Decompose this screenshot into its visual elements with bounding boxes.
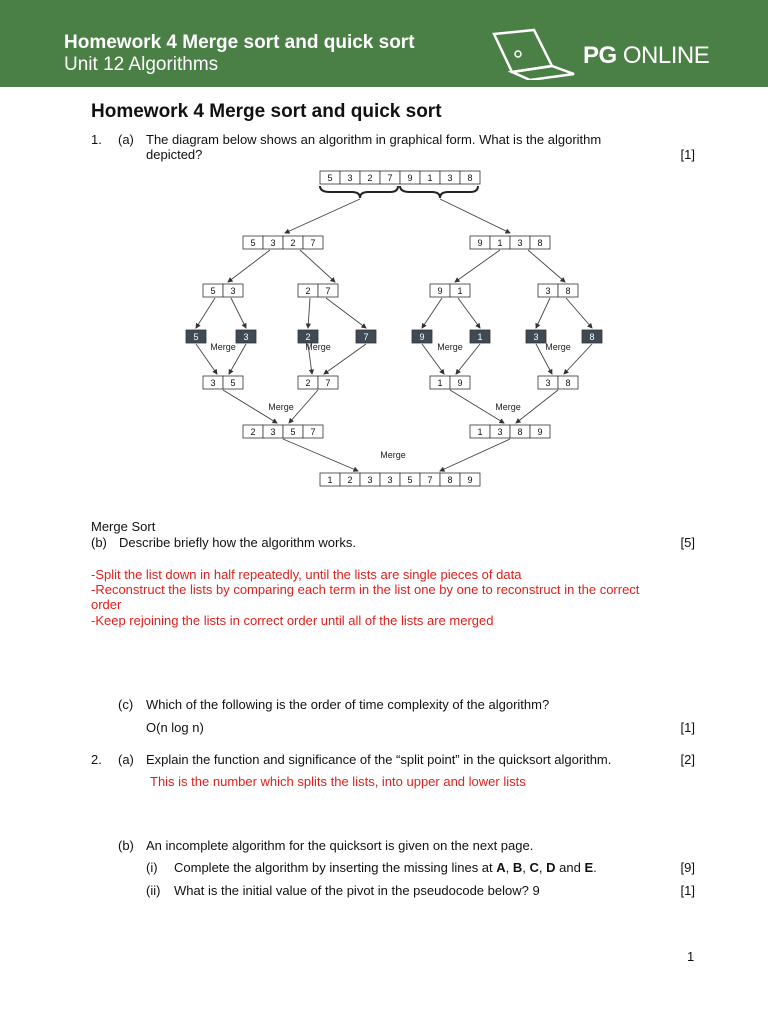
svg-text:8: 8 [467, 173, 473, 183]
level1-left-cell [243, 236, 263, 249]
diagram-arrow [440, 199, 510, 233]
svg-text:7: 7 [325, 378, 331, 388]
single-cell [412, 330, 432, 343]
single-cell [186, 330, 206, 343]
q1b-answer-line3: -Keep rejoining the lists in correct order until all of the lists are merged [91, 613, 494, 628]
svg-text:5: 5 [327, 173, 333, 183]
merged-pair-cell [430, 376, 450, 389]
merge-sort-diagram [180, 165, 630, 495]
merged-quad-cell [263, 425, 283, 438]
svg-text:1: 1 [477, 332, 483, 342]
final-row-cell [440, 473, 460, 486]
top-row-cell [340, 171, 360, 184]
q2bii-question: What is the initial value of the pivot in the pseudocode below? 9 [174, 883, 540, 898]
svg-text:1: 1 [457, 286, 463, 296]
svg-text:3: 3 [347, 173, 353, 183]
svg-text:9: 9 [419, 332, 425, 342]
level2-cell [298, 284, 318, 297]
merged-pair-cell [298, 376, 318, 389]
merge-label: Merge [495, 402, 521, 412]
q1a-label: (a) [118, 132, 134, 147]
q1b-answer-line1: -Split the list down in half repeatedly, until the lists are single pieces of data [91, 567, 522, 582]
q2a-marks: [2] [680, 752, 695, 767]
svg-text:8: 8 [447, 475, 453, 485]
top-row-cell [360, 171, 380, 184]
svg-text:5: 5 [230, 378, 236, 388]
top-row-cell [420, 171, 440, 184]
diagram-arrow [228, 250, 270, 282]
svg-text:8: 8 [565, 378, 571, 388]
svg-text:9: 9 [467, 475, 473, 485]
q2a-question: Explain the function and significance of the “split point” in the quicksort algorithm. [146, 752, 612, 767]
svg-text:7: 7 [363, 332, 369, 342]
svg-text:1: 1 [327, 475, 333, 485]
svg-text:5: 5 [250, 238, 256, 248]
q2bi-marks: [9] [680, 860, 695, 875]
q2bii-marks: [1] [680, 883, 695, 898]
level1-right-cell [510, 236, 530, 249]
merge-label: Merge [268, 402, 294, 412]
q1b-answer-line2-cont: order [91, 597, 122, 612]
single-cell [236, 330, 256, 343]
merged-quad-cell [303, 425, 323, 438]
q1b-label: (b) [91, 535, 107, 550]
q1b-question: Describe briefly how the algorithm works. [119, 535, 356, 550]
right-brace [400, 186, 478, 198]
svg-text:9: 9 [477, 238, 483, 248]
q2b-question: An incomplete algorithm for the quicksort is given on the next page. [146, 838, 534, 853]
single-cell [356, 330, 376, 343]
svg-text:3: 3 [243, 332, 249, 342]
page-number: 1 [687, 949, 695, 964]
level1-left-cell [283, 236, 303, 249]
svg-text:5: 5 [290, 427, 296, 437]
diagram-arrow [308, 298, 310, 328]
svg-text:2: 2 [305, 378, 311, 388]
svg-text:7: 7 [310, 427, 316, 437]
q2-number: 2. [91, 752, 102, 767]
q2a-answer: This is the number which splits the lists, into upper and lower lists [150, 774, 526, 789]
merge-label: Merge [545, 342, 571, 352]
level1-left-cell [303, 236, 323, 249]
single-cell [582, 330, 602, 343]
diagram-arrow [285, 199, 360, 233]
merged-pair-cell [538, 376, 558, 389]
diagram-arrow [528, 250, 565, 282]
top-row-cell [440, 171, 460, 184]
left-brace [320, 186, 398, 198]
level2-cell [223, 284, 243, 297]
q1c-question: Which of the following is the order of time complexity of the algorithm? [146, 697, 550, 712]
q2bi-question: Complete the algorithm by inserting the missing lines at A, B, C, D and E. [174, 860, 597, 875]
svg-text:3: 3 [545, 286, 551, 296]
level1-right-cell [490, 236, 510, 249]
svg-text:5: 5 [210, 286, 216, 296]
merged-pair-cell [558, 376, 578, 389]
final-row-cell [360, 473, 380, 486]
merged-quad-cell [510, 425, 530, 438]
svg-text:3: 3 [367, 475, 373, 485]
q1c-label: (c) [118, 697, 134, 712]
level2-cell [450, 284, 470, 297]
svg-text:2: 2 [305, 286, 311, 296]
merged-pair-cell [318, 376, 338, 389]
q1-number: 1. [91, 132, 102, 147]
diagram-arrow [422, 298, 442, 328]
level2-cell [318, 284, 338, 297]
level1-left-cell [263, 236, 283, 249]
page-header [0, 0, 768, 87]
q2a-label: (a) [118, 752, 134, 767]
svg-text:8: 8 [517, 427, 523, 437]
q1b-answer-line2: -Reconstruct the lists by comparing each term in the list one by one to reconstruct in the correct [91, 582, 640, 597]
final-row-cell [460, 473, 480, 486]
final-row-cell [340, 473, 360, 486]
svg-text:8: 8 [589, 332, 595, 342]
svg-text:7: 7 [325, 286, 331, 296]
q1c-marks: [1] [680, 720, 695, 735]
svg-text:9: 9 [457, 378, 463, 388]
merged-pair-cell [203, 376, 223, 389]
svg-text:2: 2 [367, 173, 373, 183]
svg-text:3: 3 [270, 238, 276, 248]
q1c-answer: O(n log n) [146, 720, 204, 735]
pg-online-logo: PG ONLINE [583, 42, 710, 69]
svg-text:3: 3 [270, 427, 276, 437]
svg-text:1: 1 [437, 378, 443, 388]
final-row-cell [320, 473, 340, 486]
final-row-cell [400, 473, 420, 486]
level1-right-cell [530, 236, 550, 249]
final-row-cell [420, 473, 440, 486]
top-row-cell [460, 171, 480, 184]
merge-label: Merge [437, 342, 463, 352]
diagram-arrow [196, 298, 215, 328]
top-row-cell [380, 171, 400, 184]
svg-text:1: 1 [497, 238, 503, 248]
level1-right-cell [470, 236, 490, 249]
q1a-question-line2: depicted? [146, 147, 203, 162]
level2-cell [203, 284, 223, 297]
svg-text:8: 8 [565, 286, 571, 296]
header-unit: Unit 12 Algorithms [64, 54, 219, 75]
merged-quad-cell [283, 425, 303, 438]
top-row-cell [320, 171, 340, 184]
diagram-arrow [536, 298, 550, 328]
diagram-arrow [440, 439, 510, 471]
svg-text:2: 2 [347, 475, 353, 485]
merged-quad-cell [243, 425, 263, 438]
svg-text:5: 5 [407, 475, 413, 485]
diagram-arrow [300, 250, 335, 282]
laptop-logo-icon [490, 28, 580, 80]
merge-label: Merge [305, 342, 331, 352]
q1a-answer: Merge Sort [91, 519, 156, 534]
svg-text:3: 3 [533, 332, 539, 342]
diagram-arrow [283, 439, 358, 471]
diagram-arrow [231, 298, 246, 328]
svg-text:2: 2 [305, 332, 311, 342]
diagram-arrow [455, 250, 500, 282]
svg-text:9: 9 [407, 173, 413, 183]
svg-text:9: 9 [537, 427, 543, 437]
q1a-marks: [1] [680, 147, 695, 162]
q2b-label: (b) [118, 838, 134, 853]
document-title: Homework 4 Merge sort and quick sort [91, 101, 442, 122]
diagram-arrow [326, 298, 366, 328]
diagram-arrow [566, 298, 592, 328]
svg-text:9: 9 [437, 286, 443, 296]
merge-label: Merge [380, 450, 406, 460]
svg-text:7: 7 [427, 475, 433, 485]
svg-text:5: 5 [193, 332, 199, 342]
svg-text:2: 2 [250, 427, 256, 437]
svg-text:3: 3 [497, 427, 503, 437]
svg-text:3: 3 [210, 378, 216, 388]
svg-text:2: 2 [290, 238, 296, 248]
level2-cell [538, 284, 558, 297]
merged-quad-cell [470, 425, 490, 438]
merged-pair-cell [223, 376, 243, 389]
svg-text:3: 3 [517, 238, 523, 248]
single-cell [470, 330, 490, 343]
single-cell [526, 330, 546, 343]
level2-cell [558, 284, 578, 297]
header-title: Homework 4 Merge sort and quick sort [64, 32, 415, 53]
q1b-marks: [5] [680, 535, 695, 550]
svg-text:1: 1 [427, 173, 433, 183]
merged-quad-cell [530, 425, 550, 438]
svg-text:1: 1 [477, 427, 483, 437]
merged-quad-cell [490, 425, 510, 438]
svg-text:3: 3 [230, 286, 236, 296]
diagram-arrow [458, 298, 480, 328]
top-row-cell [400, 171, 420, 184]
merge-label: Merge [210, 342, 236, 352]
svg-text:3: 3 [387, 475, 393, 485]
merged-pair-cell [450, 376, 470, 389]
svg-text:7: 7 [310, 238, 316, 248]
q2bi-label: (i) [146, 860, 158, 875]
svg-text:7: 7 [387, 173, 393, 183]
q2bii-label: (ii) [146, 883, 161, 898]
svg-text:3: 3 [545, 378, 551, 388]
diagram-arrow [516, 390, 558, 423]
q1a-question-line1: The diagram below shows an algorithm in graphical form. What is the algorithm [146, 132, 602, 147]
final-row-cell [380, 473, 400, 486]
svg-text:8: 8 [537, 238, 543, 248]
svg-text:3: 3 [447, 173, 453, 183]
level2-cell [430, 284, 450, 297]
